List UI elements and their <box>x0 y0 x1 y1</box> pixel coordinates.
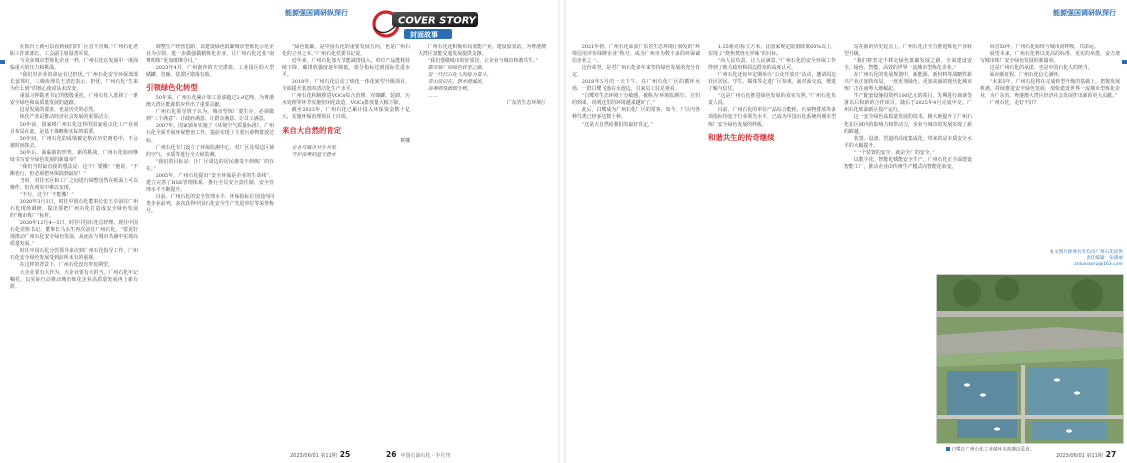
verse-line: 青山依旧在，碧水绕城流， <box>427 79 487 86</box>
body-paragraph: “我们当时最直接的想法是：这个厂要搬！”他说，“不搬也行，但必须把环保搞到最好！” <box>10 163 138 177</box>
body-paragraph: 这份荣誉，是对广州石化多年来坚持绿色发展的充分肯定。 <box>572 65 700 79</box>
footer-center-text: 中国石油石化 · 半月刊 <box>400 453 451 459</box>
body-paragraph: “我们的目标是：让厂区周边的居民感受不到炼厂的存在。” <box>146 158 274 172</box>
column-4-body <box>418 44 546 107</box>
column-3-body <box>282 44 410 159</box>
column-5 <box>572 44 700 444</box>
body-paragraph: 在阳台上就可以看到我们的厂区冒不冒烟。”广州石化老职工作部部长、工会副主席温善军说。 <box>10 44 138 58</box>
author-signoff: 蔡娜 <box>400 137 410 144</box>
cover-story-logo <box>372 6 482 44</box>
body-paragraph: 2020年12月4—5日，时任中国石化总经理、现任中国石化党组书记、董事长马永生再次前往广州石化，“要更好地推动广州石化安全绿色发展，从而在与城市共融中实现高质量发展。” <box>10 220 138 248</box>
body-paragraph: “未来5年，广州石化将在完成转型升级的基础上，把握发展机遇，持续推进安全绿色发展，加快建设世界一流城市型炼化企业，为广东省、粤港澳大湾区经济社会发展作出新的更大贡献。” <box>980 79 1120 100</box>
right-edge-tab <box>1122 60 1127 64</box>
body-paragraph: 回首50年，广州石化始终与城市同呼吸、共命运。 <box>989 44 1099 50</box>
footer-left-date: 2023/06/01 第11期 <box>290 453 337 459</box>
column-3 <box>282 44 410 444</box>
cover-story-logo-graphic <box>372 6 482 44</box>
verse-line: …… <box>427 93 438 100</box>
section-heading: 和谐共生的传奇继续 <box>708 132 775 142</box>
body-paragraph: 这是广州石化的承诺，也是中国石化人的担当。 <box>989 65 1093 72</box>
column-2 <box>146 44 274 444</box>
body-paragraph: 截至2023年，广州石化已累计投入环保资金数十亿元，实施环保治理项目上百项。 <box>282 107 410 121</box>
photo-caption <box>946 447 1122 454</box>
body-paragraph: 以数字化、智能化赋能安全生产，广州石化正全面建设智能工厂，推动企业由传统生产模式向智能化转变。 <box>844 156 972 170</box>
logo-subtitle-text: 封面故事 <box>410 31 438 39</box>
left-page <box>0 0 558 463</box>
body-paragraph: 调整生产经营思路，以建设绿色低碳城市型炼化示范企业为引领，进一步做强做精炼化企业，让广州石化这张“南粤明珠”更加璀璨夺目。” <box>146 44 274 65</box>
body-paragraph: “一个装置的安全，就是全厂的安全。” <box>853 149 935 156</box>
body-paragraph: “白鹭对生态环境十分敏感，被称为‘环境监测鸟’。它们的到来，说明这里的环境越来越好了。” <box>572 93 700 107</box>
column-4 <box>418 44 546 444</box>
body-paragraph: 2023年4月，广州南沙的天空湛蓝，工业园区的大型储罐、管廊、装置区错落有致。 <box>146 65 274 79</box>
section-heading: 来自大自然的肯定 <box>282 125 342 135</box>
footer-left-page-number: 25 <box>339 450 351 459</box>
body-paragraph: “这是大自然给我们的最好肯定。” <box>581 121 653 128</box>
body-paragraph: 2018年5月的一天下午，在广州石化厂区的循环水场，一群白鹭飞落在水池边，引来员工驻足观看。 <box>572 79 700 93</box>
footer-center-page-number: 26 <box>386 450 397 459</box>
photo-credit-line-3: znluxiaoru@163.com <box>1074 262 1123 267</box>
body-paragraph: 广州石化专门设立了环保监测中心，对厂区及周边区域的空气、水质等进行全天候监测。 <box>146 144 274 158</box>
body-paragraph: 重温习仲勋老书记的殷殷重托，广州石化人选择了一条安全绿色和高质量发展的道路。 <box>10 93 138 107</box>
column-8 <box>980 44 1120 244</box>
body-paragraph: 装置、设备、管道的高度集成化，带来的是本质安全水平的大幅提升。 <box>844 135 972 149</box>
body-paragraph: 50年前，国家将广州石化这样的国家重点化工产业项目布局在此，是基于战略和实际的需要。 <box>10 121 138 135</box>
footer-right-page-number: 27 <box>1105 450 1117 459</box>
egret-pond-photo <box>936 274 1124 444</box>
body-paragraph: 2005年，广州石化提出“安全环保是企业的生命线”，建立完善了HSE管理体系，推行全员安全责任制，安全管理水平不断提升。 <box>146 172 274 193</box>
body-paragraph: 在这样的背景下，广州石化没有辜负期望。 <box>19 262 113 269</box>
body-paragraph: 面向新征程，广州石化信心满怀。 <box>989 72 1064 79</box>
verse-line: 南粤明珠熠熠生辉。 <box>427 86 472 93</box>
body-paragraph: “不行，这个厂不能搬！” <box>19 191 74 198</box>
intro-line: 守护南粤的蓝天碧水 <box>291 151 336 158</box>
left-edge-tab <box>0 60 5 64</box>
body-paragraph: “绿色低碳，是中国石化的重要发展方向，也是广州石化的立身之本。”广州石化党委书记说。 <box>282 44 410 58</box>
body-paragraph: 在广州石化的发展规划中，新能源、新材料等战略性新兴产业正加快布局，一座更加绿色、更加美丽的现代化城市炼厂正在南粤大地崛起。 <box>844 72 972 93</box>
body-paragraph: 2020年3月3日，时任中国石化董事长张玉卓前往广州石化现场调研，提出要把广州石化打造成安全绿色发展的“城市炼厂”标杆。 <box>10 199 138 220</box>
body-paragraph: “我们将坚定不移走绿色低碳发展之路，全面建设安全、绿色、智能、高效的世界一流城市型炼化企业。” <box>844 58 972 72</box>
body-paragraph: 广州石化积极推进VOCs综合治理，对储罐、装卸、污水处理等环节实施密闭化改造，VOCs排放量大幅下降。 <box>282 93 410 107</box>
column-7-body <box>844 44 972 171</box>
body-paragraph: 此后，白鹭成为广州石化厂区的常客。如今，厂区内各种鸟类已经多达数十种。 <box>572 107 700 121</box>
body-paragraph: 大企业要有大作为，大企业要有大担当。广州石化牢记嘱托，以实际行动推动城市炼化企业高质量发展再上新台阶。 <box>10 269 138 290</box>
photo-caption-text: 白鹭在广州石化工业循环水池塘边觅食。 <box>951 447 1035 453</box>
body-paragraph: “这是广州石化推进绿色发展的真实写照。”广州石化负责人说。 <box>708 93 836 107</box>
body-paragraph: 50年间，广州石化的成绩被定格在历史画卷中，不会被时间抹去。 <box>10 135 138 149</box>
verse-line: 都市炼厂的绿色转型之路， <box>427 65 487 72</box>
body-paragraph: 广州石化，走好不好？ <box>989 100 1039 107</box>
body-paragraph: 2021年初，广州石化荣获广东省生态环境厅颁发的“环境信用评价绿牌企业”称号，成为广州市为数不多的环保诚信企业之一。 <box>572 44 700 65</box>
body-paragraph: 广州石化领导班子认为，城市型炼厂要生存，必须做到“三个满意”：让政府满意、让群众满意、让员工满意。 <box>146 109 274 123</box>
caption-marker-icon <box>946 447 950 451</box>
body-paragraph: 这一安全绿色高质量发展的技术，极大地提升了广州石化在区域内的影响力和带动力，企业与城市的发展实现了新的跨越。 <box>844 114 972 135</box>
header-tag-left: 能源强国调研纵深行 <box>285 9 348 17</box>
column-1 <box>10 44 138 444</box>
footer-left <box>290 450 350 459</box>
body-paragraph: 与众多城市型炼化企业一样，广州石化在发展中一度面临重大的压力和挑战。 <box>10 58 138 72</box>
body-paragraph: 1.35毫克/标立方米，比国家规定限值降低60%以上，实现了“烧焦焚烧无异味”的目标。 <box>708 44 836 58</box>
footer-right-date: 2023/06/01 第11期 <box>1056 453 1103 459</box>
body-paragraph: 50年来，广州石化累计加工原油超过2.8亿吨，为粤港澳大湾区能源供应作出了重要贡献。 <box>146 95 274 109</box>
body-paragraph: 50年后，面临新的形势、新的挑战，广州石化如何继续书写安全绿色发展的新篇章？ <box>10 149 138 163</box>
column-5-body <box>572 44 700 129</box>
body-paragraph: 这是发展的要求，也是历史的必然。 <box>19 107 99 114</box>
body-paragraph: “我们要做城市的好邻居，让企业与城市和谐共生。” <box>427 58 538 65</box>
body-paragraph: “向人民负责，让人民满意。”广州石化的安全环保工作得到了地方政府和周边群众的高度认可。 <box>708 58 836 72</box>
column-2-body <box>146 44 274 215</box>
body-paragraph: 2007年，国家颁布实施了《环境空气质量标准》，广州石化全面开展环保整治工作，提前实现了主要污染物排放达标。 <box>146 123 274 144</box>
photo-credit-line-1: 本文图片除署名外均由广州石化提供 <box>1049 250 1123 255</box>
body-paragraph: 广州石化还积极布局氢能产业，建设加氢站，为粤港澳大湾区氢能交通发展提供支撑。 <box>418 44 546 58</box>
section-heading: 引领绿色化转型 <box>146 83 198 93</box>
body-paragraph: 生产配套设施投资约100亿元的项目，先期进行商谈签署以后和新的合作项目。随后于2025年4月完成中交。广州石化炼油新区投产运行。 <box>844 93 972 114</box>
photo-credit <box>955 250 1123 268</box>
logo-title-text: COVER STORY <box>398 15 476 27</box>
body-paragraph: 展望未来，广州石化将以更高的标准、更实的举措，奋力谱写城市炼厂安全绿色发展的新篇章。 <box>980 51 1120 65</box>
body-paragraph: 目前，广州石化的单位产品综合能耗、污染物排放等多项指标均处于行业领先水平，已成为中国石化系统内城市型炼厂安全绿色发展的样板。 <box>708 107 836 128</box>
column-6-body <box>708 44 836 142</box>
quote-credit: 广东省生态环境厅 <box>506 100 546 107</box>
body-paragraph: 2018年，广州石化启动了炼化一体化转型升级项目，全面提升装置的清洁化生产水平。 <box>282 79 410 93</box>
body-paragraph: 时任中国石化分管领导多次到广州石化指导工作，广州石化安全绿色发展受到前所未有的重视。 <box>10 248 138 262</box>
body-paragraph: 当时，对住宅区和工厂之间进行调整虽然在纸面上可以操作，但在现实中难以实现。 <box>10 177 138 191</box>
body-paragraph: 近年来，广州石化加大节能减排投入，单位产品能耗持续下降，碳排放强度逐年降低，部分指标达到国际先进水平。 <box>282 58 410 79</box>
column-1-body <box>10 44 138 291</box>
intro-line: 企业与城市共生共荣 <box>291 144 336 151</box>
spine-gutter <box>558 0 566 463</box>
header-tag-right: 能源强国调研纵深行 <box>1053 9 1116 17</box>
body-paragraph: 广州石化还每年定期举办“公众开放日”活动，邀请周边社区居民、学生、媒体等走进厂区参观，面对面交流，增进了解与信任。 <box>708 72 836 93</box>
egret-pond-image <box>937 275 1123 443</box>
body-paragraph: “我们对企业的命运有过担忧。”广州石化安全环保部部长姜邦红，三级协理员王清忠表示，担忧，广州石化“生来为什么到”的核心使命从未改变。 <box>10 72 138 93</box>
body-paragraph: 目前，广州石化的安全管理水平、环保指标位居国内同类企业前列，多次获得中国石化安全生产先进单位等荣誉称号。 <box>146 193 274 214</box>
photo-credit-line-2: 责任编辑：张晓丽 <box>1086 256 1123 261</box>
footer-center <box>386 450 450 459</box>
verse-line: 是一代代石化人的接力奋斗。 <box>427 72 492 79</box>
column-8-body <box>980 44 1120 107</box>
body-paragraph: 站在新的历史起点上，广州石化正全力推进炼化产业转型升级。 <box>844 44 972 58</box>
column-6 <box>708 44 836 444</box>
body-paragraph: 炼化产业是推动经济社会发展的重要动力。 <box>19 114 113 121</box>
